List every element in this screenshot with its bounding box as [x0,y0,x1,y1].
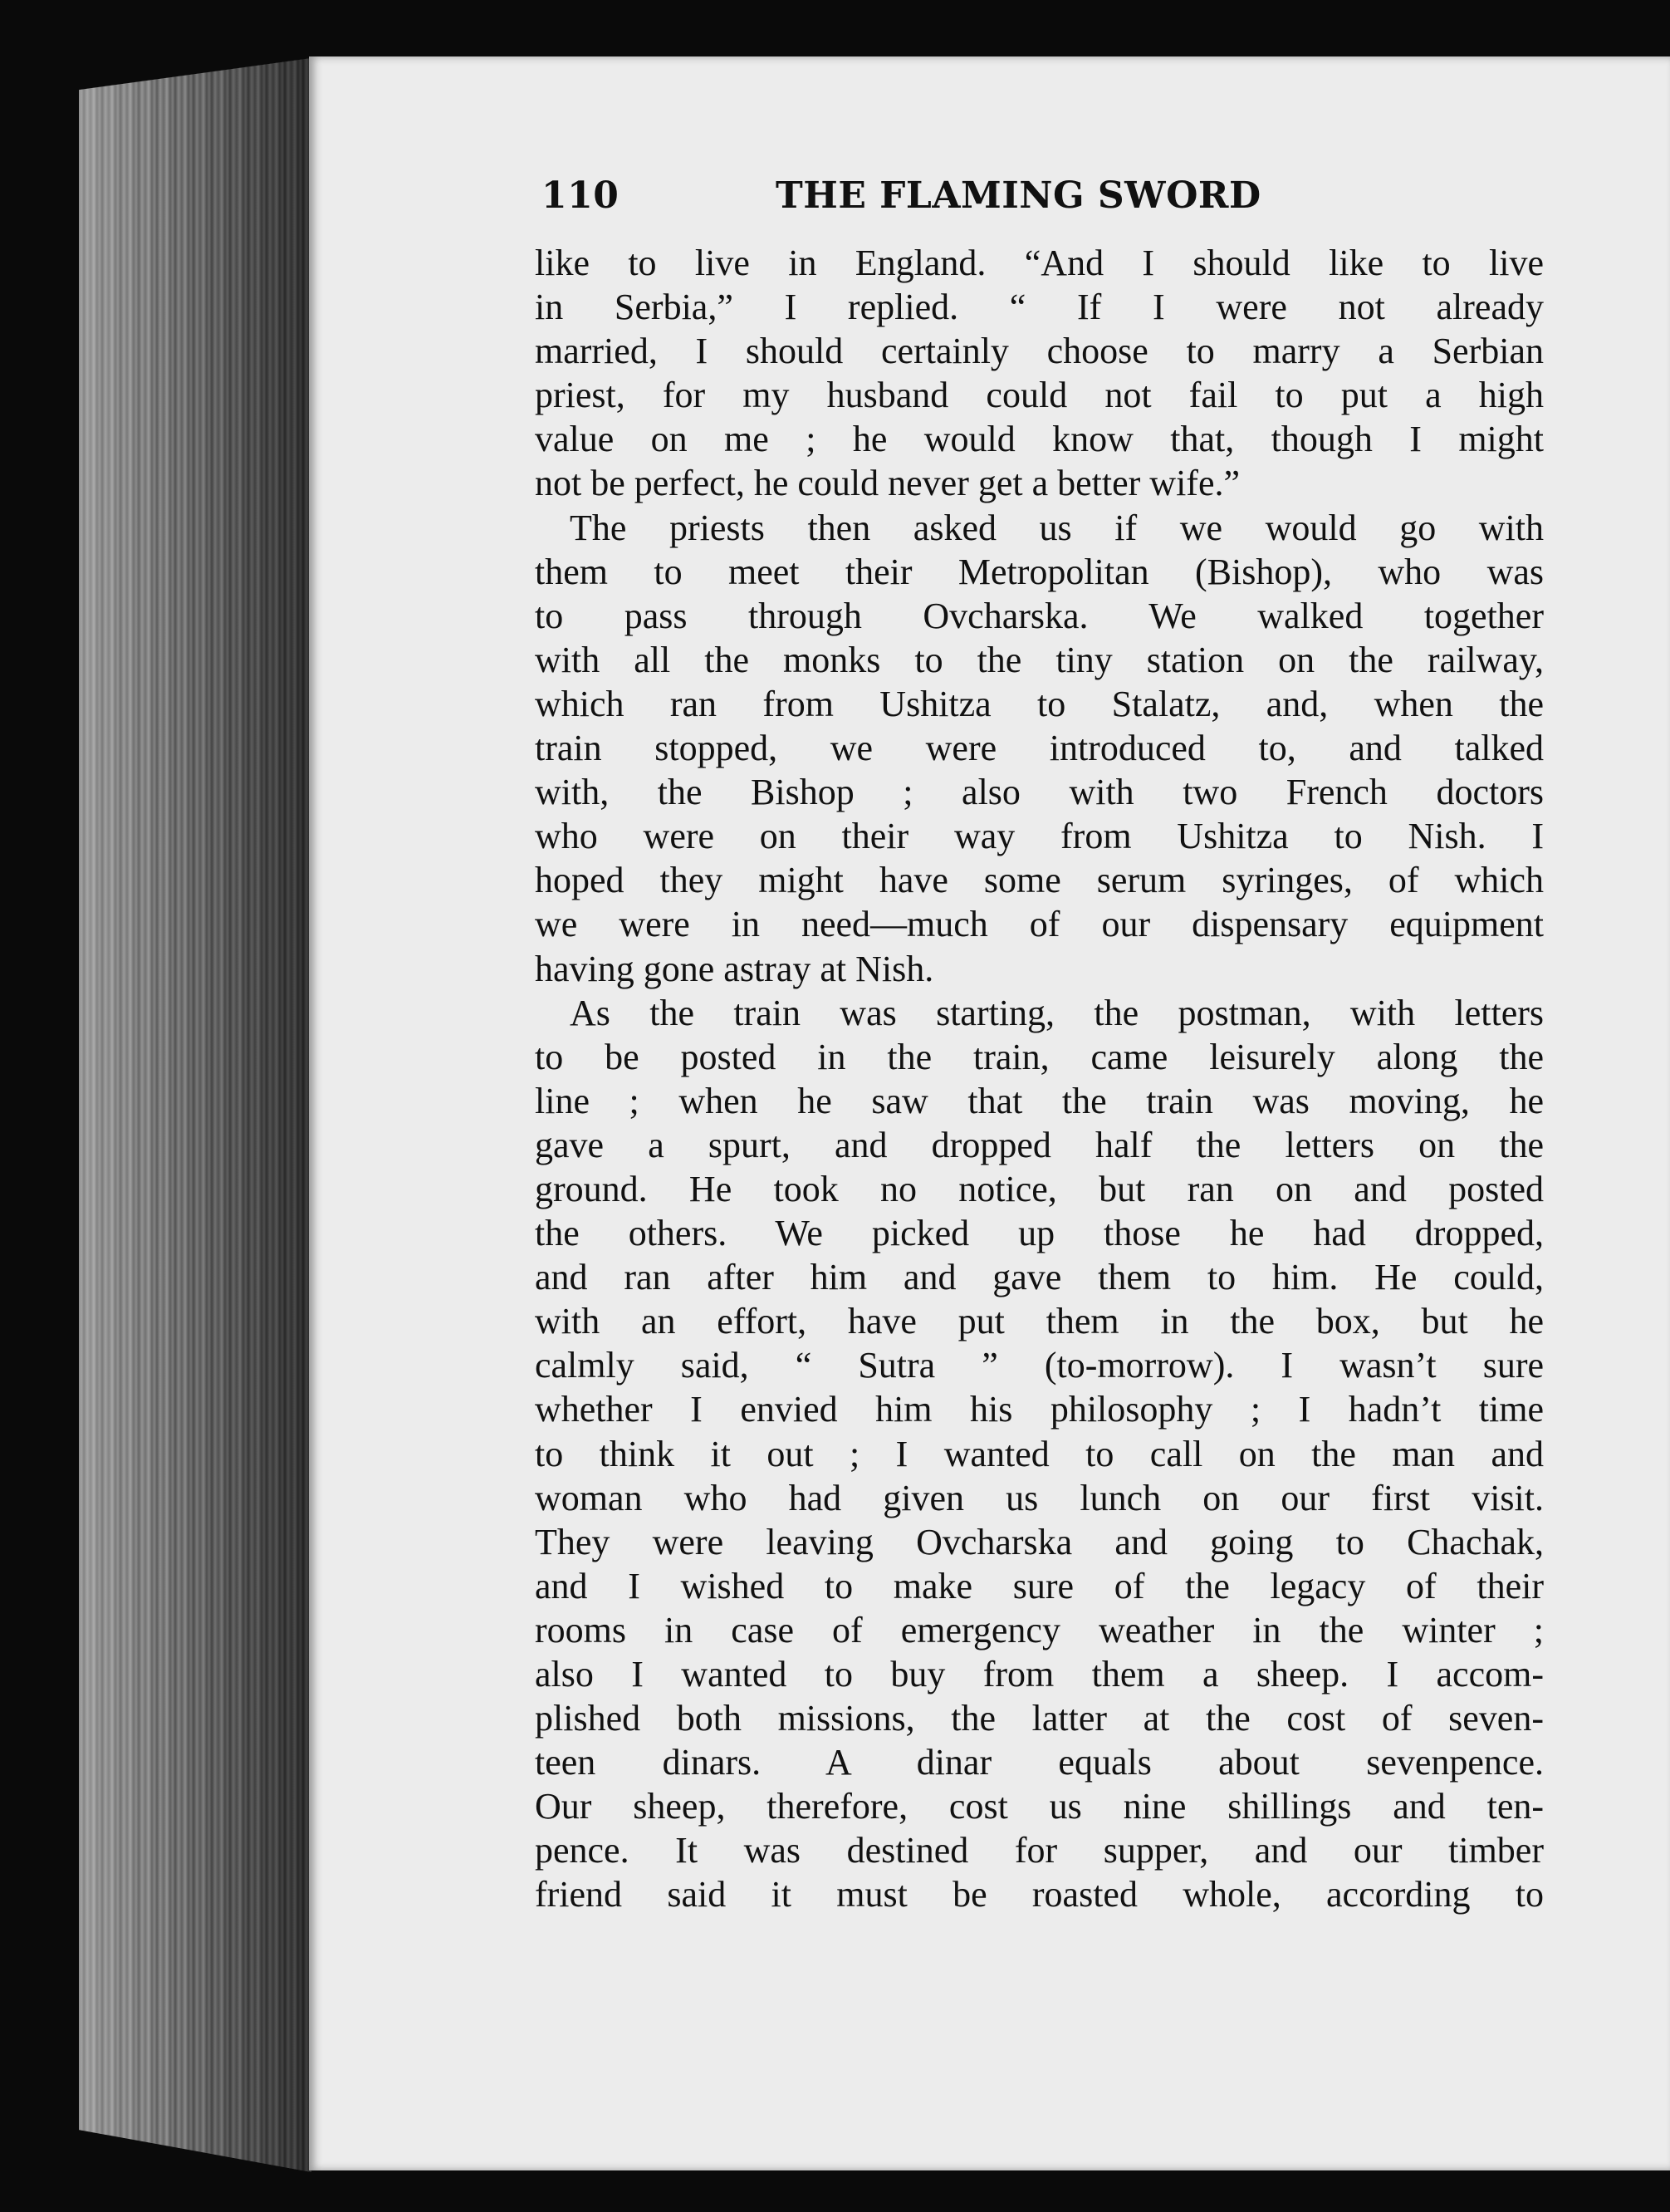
text-line: not be perfect, he could never get a better wife.” [535,463,1241,504]
text-line: hoped they might have some serum syringes, of which [535,860,1544,901]
text-line: and ran after him and gave them to him. He could, [535,1257,1544,1298]
text-line: As the train was starting, the postman, with letters [570,992,1544,1033]
text-line: and I wished to make sure of the legacy of their [535,1565,1544,1606]
text-line: Our sheep, therefore, cost us nine shillings and ten- [535,1786,1544,1827]
text-line: the others. We picked up those he had dropped, [535,1213,1544,1254]
text-line: priest, for my husband could not fail to put a high [535,375,1544,416]
text-line: whether I envied him his philosophy ; I hadn’t time [535,1389,1544,1430]
text-line: who were on their way from Ushitza to Nish. I [535,816,1544,857]
text-line: also I wanted to buy from them a sheep. I accom- [535,1654,1544,1695]
book-page [309,56,1670,2170]
text-line: to be posted in the train, came leisurely along the [535,1036,1544,1077]
book-page-edges-shade [79,58,311,2172]
running-head [535,174,1544,241]
text-line: with, the Bishop ; also with two French doctors [535,772,1544,813]
text-line: them to meet their Metropolitan (Bishop), who was [535,551,1544,592]
text-line: line ; when he saw that the train was moving, he [535,1080,1544,1121]
text-line: The priests then asked us if we would go with [570,507,1544,548]
book-title: THE FLAMING SWORD [776,174,1261,217]
text-line: to pass through Ovcharska. We walked together [535,595,1544,636]
text-line: train stopped, we were introduced to, and talked [535,728,1544,769]
text-line: value on me ; he would know that, though I might [535,419,1544,460]
text-line: ground. He took no notice, but ran on and posted [535,1168,1544,1209]
text-line: with an effort, have put them in the box, but he [535,1301,1544,1342]
text-line: which ran from Ushitza to Stalatz, and, when the [535,683,1544,724]
text-line: rooms in case of emergency weather in the winter ; [535,1609,1544,1650]
text-line: with all the monks to the tiny station on the railway, [535,639,1544,680]
body-text [535,241,1544,1917]
text-line: calmly said, “ Sutra ” (to-morrow). I wasn’t sure [535,1345,1544,1386]
text-line: teen dinars. A dinar equals about sevenpence. [535,1742,1544,1783]
text-line: we were in need—much of our dispensary equipment [535,904,1544,945]
text-line: pence. It was destined for supper, and our timber [535,1830,1544,1871]
text-line: They were leaving Ovcharska and going to Chachak, [535,1521,1544,1562]
text-line: like to live in England. “And I should like to live [535,243,1544,283]
text-line: woman who had given us lunch on our first visit. [535,1477,1544,1518]
text-line: gave a spurt, and dropped half the letters on the [535,1124,1544,1165]
text-line: friend said it must be roasted whole, according to [535,1874,1544,1915]
text-line: having gone astray at Nish. [535,948,934,989]
text-block [535,174,1544,1917]
text-line: in Serbia,” I replied. “ If I were not already [535,287,1544,328]
text-line: plished both missions, the latter at the cost of seven- [535,1698,1544,1739]
text-line: married, I should certainly choose to marry a Serbian [535,331,1544,372]
text-line: to think it out ; I wanted to call on the man and [535,1433,1544,1474]
page-number: 110 [541,174,620,217]
